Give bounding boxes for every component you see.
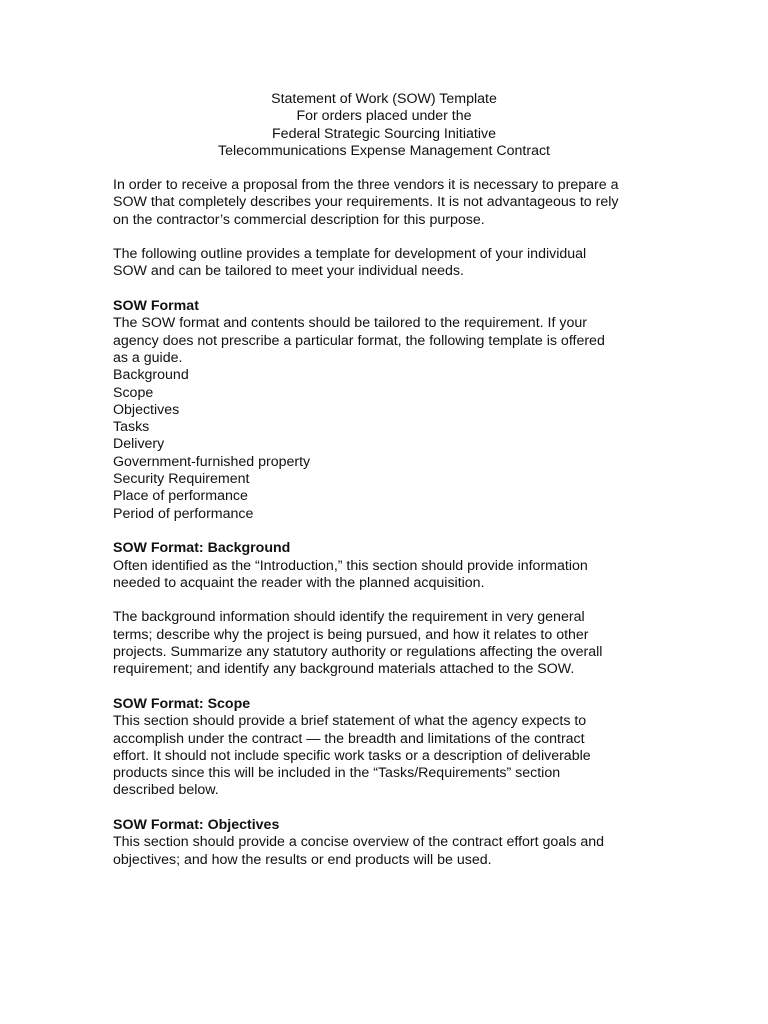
section-sow-format [113,298,653,523]
text-line: requirement; and identify any background materials attached to the SOW. [113,661,575,678]
section-background [113,540,653,678]
text-line: effort. It should not include specific work tasks or a description of deliverable [113,747,591,764]
paragraph-gap [113,592,653,609]
text-line: Often identified as the “Introduction,” this section should provide information [113,557,588,574]
text-line: terms; describe why the project is being pursued, and how it relates to other [113,626,589,643]
subtitle-line: For orders placed under the [296,108,472,125]
text-line: The background information should identify the requirement in very general [113,609,585,626]
paragraph-gap [113,229,653,246]
subtitle-line: Telecommunications Expense Management Contract [218,142,550,159]
text-line: products since this will be included in the “Tasks/Requirements” section [113,765,561,782]
list-item: Place of performance [113,488,248,505]
text-line: This section should provide a concise overview of the contract effort goals and [113,834,605,851]
paragraph-gap [113,679,653,696]
list-item: Scope [113,384,154,401]
list-item: Objectives [113,401,180,418]
paragraph-gap [113,523,653,540]
document-title-block [0,91,768,160]
subtitle-line: Federal Strategic Sourcing Initiative [272,125,496,142]
section-heading: SOW Format: Background [113,540,291,557]
section-heading: SOW Format: Objectives [113,816,280,833]
intro-paragraph [113,177,653,229]
text-line: agency does not prescribe a particular format, the following template is offered [113,332,605,349]
text-line: projects. Summarize any statutory authority or regulations affecting the overall [113,644,603,661]
text-line: described below. [113,782,219,799]
text-line: as a guide. [113,349,183,366]
list-item: Government-furnished property [113,453,311,470]
paragraph-gap [113,800,653,817]
list-item: Period of performance [113,505,254,522]
list-item: Delivery [113,436,165,453]
text-line: In order to receive a proposal from the three vendors it is necessary to prepare a [113,177,619,193]
list-item: Security Requirement [113,471,250,488]
text-line: This section should provide a brief statement of what the agency expects to [113,713,587,730]
text-line: accomplish under the contract — the breadth and limitations of the contract [113,730,585,747]
document-body [113,177,653,869]
section-heading: SOW Format: Scope [113,695,251,712]
list-item: Background [113,367,189,384]
text-line: objectives; and how the results or end products will be used. [113,851,492,868]
text-line: The following outline provides a template for development of your individual [113,246,587,263]
text-line: on the contractor’s commercial description for this purpose. [113,211,485,228]
section-objectives [113,817,653,869]
list-item: Tasks [113,419,150,436]
text-line: SOW and can be tailored to meet your individual needs. [113,263,464,280]
section-scope [113,696,653,800]
paragraph-gap [113,281,653,298]
section-heading: SOW Format [113,298,199,315]
text-line: needed to acquaint the reader with the planned acquisition. [113,574,485,591]
text-line: The SOW format and contents should be tailored to the requirement. If your [113,315,587,332]
text-line: SOW that completely describes your requirements. It is not advantageous to rely [113,194,619,211]
format-items-list [113,367,653,523]
title-line: Statement of Work (SOW) Template [271,91,497,107]
outline-paragraph [113,246,653,281]
